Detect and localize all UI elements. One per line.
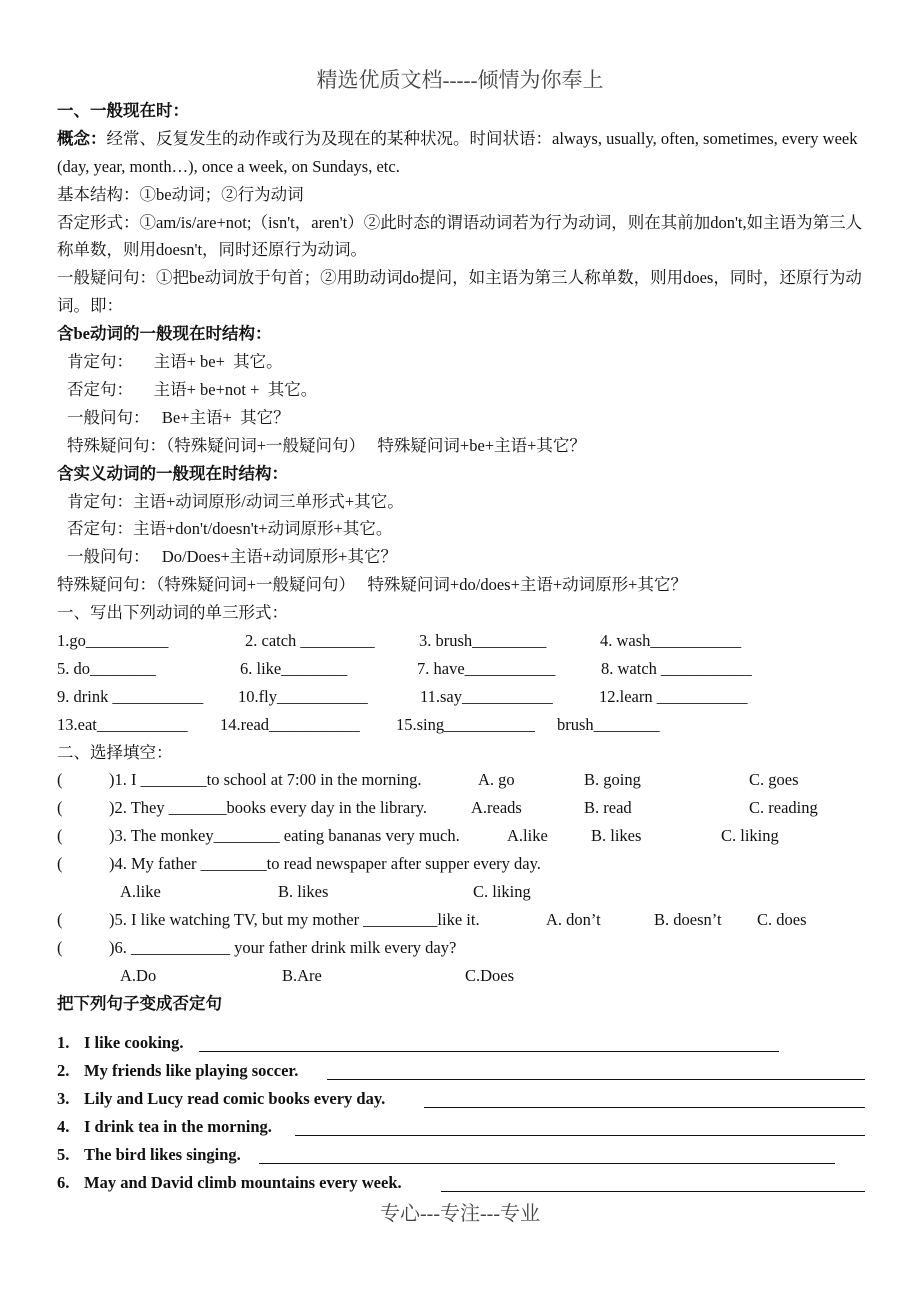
exercise1-item[interactable]: 6. like________ [240,658,348,678]
exercise1-item[interactable]: 13.eat___________ [57,714,188,734]
answer-paren[interactable]: ( [57,909,63,929]
answer-paren[interactable]: ( [57,826,63,846]
exercise2-title: 二、选择填空： [57,742,173,762]
question-stem: )6. ____________ your father drink milk every day? [109,937,457,957]
answer-line[interactable] [441,1191,865,1192]
option-b[interactable]: B. read [584,798,632,818]
option-c[interactable]: C. liking [473,881,531,901]
concept-label: 概念： [57,128,107,148]
option-b[interactable]: B. likes [591,826,642,846]
sentence-number: 6. [57,1172,70,1192]
page-header: 精选优质文档-----倾情为你奉上 [316,68,604,92]
option-a[interactable]: A.like [507,826,548,846]
exercise1-item[interactable]: 12.learn ___________ [599,686,748,706]
verb-negative: 否定句：主语+don't/doesn't+动词原形+其它。 [67,519,393,539]
be-special-question: 特殊疑问句：（特殊疑问词+一般疑问句） 特殊疑问词+be+主语+其它？ [67,435,586,455]
sentence-item [57,1141,869,1169]
option-b[interactable]: B. doesn’t [654,909,722,929]
sentence-text: My friends like playing soccer. [84,1061,299,1081]
exercise1-row [57,627,869,655]
option-a[interactable]: A.reads [471,798,522,818]
exercise1-item[interactable]: 4. wash___________ [600,630,742,650]
exercise1-item[interactable]: 2. catch _________ [245,630,375,650]
answer-paren[interactable]: ( [57,770,63,790]
sentence-number: 5. [57,1145,70,1164]
exercise1-item[interactable]: 9. drink ___________ [57,686,204,706]
exercise1-item[interactable]: 10.fly___________ [238,686,368,706]
be-question: 一般问句： Be+主语+ 其它？ [67,407,290,427]
answer-paren[interactable]: ( [57,854,63,874]
question-4-options [57,878,869,906]
exercise1-row [57,683,869,711]
sentence-item [57,1057,869,1085]
sentence-number: 1. [57,1033,70,1053]
question-4 [57,850,869,878]
exercise1-item[interactable]: 1.go__________ [57,630,169,650]
sentence-number: 4. [57,1117,70,1137]
question-3 [57,822,869,850]
option-c[interactable]: C.Does [465,965,515,985]
spacer [57,1017,869,1029]
sentence-text: Lily and Lucy read comic books every day. [84,1089,386,1109]
question-2 [57,794,869,822]
exercise1-item[interactable]: 11.say___________ [420,686,553,706]
be-negative: 否定句： 主语+ be+not + 其它。 [67,379,318,399]
concept-paragraph [57,125,869,181]
concept-text: 经常、反复发生的动作或行为及现在的某种状况。时间状语：always, usually, often, sometimes, every week (day, year, month…), once a week, on Sundays, etc. [57,128,858,176]
sentence-text: I like cooking. [84,1033,184,1053]
exercise1-item[interactable]: 3. brush_________ [419,630,547,650]
question-5 [57,906,869,934]
answer-line[interactable] [199,1051,779,1052]
verb-special-question: 特殊疑问句：（特殊疑问词+一般疑问句） 特殊疑问词+do/does+主语+动词原形+其它？ [57,575,687,595]
sentence-number: 3. [57,1089,70,1109]
question-1 [57,766,869,794]
answer-paren[interactable]: ( [57,937,63,957]
question-stem: )1. I ________to school at 7:00 in the morning. [109,770,422,790]
question-form: 一般疑问句：①把be动词放于句首；②用助动词do提问，如主语为第三人称单数，则用does，同时，还原行为动词。即： [57,268,862,316]
sentence-text: I drink tea in the morning. [84,1117,272,1137]
option-c[interactable]: C. does [757,909,807,929]
page-footer: 专心---专注---专业 [380,1203,540,1225]
verb-affirmative: 肯定句：主语+动词原形/动词三单形式+其它。 [67,491,404,511]
section-title-present-simple: 一、一般现在时： [57,101,189,120]
question-stem: )3. The monkey________ eating bananas very much. [109,826,460,846]
answer-line[interactable] [424,1107,865,1108]
option-b[interactable]: B. going [584,770,641,790]
exercise3-title: 把下列句子变成否定句 [57,993,222,1013]
basic-structure: 基本结构：①be动词；②行为动词 [57,184,304,204]
document-content [57,97,869,1197]
sentence-item [57,1169,869,1197]
exercise1-row [57,711,869,739]
exercise1-item[interactable]: 5. do________ [57,658,156,678]
sentence-text: May and David climb mountains every week. [84,1172,402,1192]
answer-line[interactable] [295,1135,865,1136]
verb-structure-title: 含实义动词的一般现在时结构： [57,463,288,483]
verb-question: 一般问句： Do/Does+主语+动词原形+其它？ [67,547,397,567]
exercise1-item[interactable]: 15.sing___________ [396,714,535,734]
exercise1-item[interactable]: 7. have___________ [417,658,556,678]
be-structure-title: 含be动词的一般现在时结构： [57,324,272,344]
sentence-item [57,1029,869,1057]
negative-form: 否定形式：①am/is/are+not;（isn't，aren't）②此时态的谓语动词若为行为动词，则在其前加don't,如主语为第三人称单数，则用doesn't，同时还原行为动词。 [57,212,863,260]
exercise1-title: 一、写出下列动词的单三形式： [57,603,288,623]
question-stem: )5. I like watching TV, but my mother _________like it. [109,909,480,929]
question-6-options [57,962,869,990]
sentence-text: The bird likes singing. [84,1145,241,1164]
option-a[interactable]: A. go [478,770,515,790]
exercise1-row [57,655,869,683]
option-a[interactable]: A. don’t [546,909,601,929]
question-6 [57,934,869,962]
exercise1-item[interactable]: 14.read___________ [220,714,360,734]
option-a[interactable]: A.like [120,881,161,901]
exercise1-item[interactable]: 8. watch ___________ [601,658,752,678]
sentence-item [57,1113,869,1141]
option-b[interactable]: B.Are [282,965,322,985]
question-stem: )2. They _______books every day in the library. [109,798,428,818]
option-a[interactable]: A.Do [120,965,157,985]
option-c[interactable]: C. liking [721,826,779,846]
question-stem: )4. My father ________to read newspaper after supper every day. [109,854,541,874]
be-affirmative: 肯定句： 主语+ be+ 其它。 [67,352,283,372]
sentence-number: 2. [57,1061,70,1081]
option-b[interactable]: B. likes [278,881,329,901]
sentence-item [57,1085,869,1113]
answer-line[interactable] [327,1079,865,1080]
answer-line[interactable] [259,1163,835,1164]
answer-paren[interactable]: ( [57,798,63,818]
exercise1-item[interactable]: brush________ [557,714,660,734]
option-c[interactable]: C. reading [749,798,818,818]
option-c[interactable]: C. goes [749,770,799,790]
